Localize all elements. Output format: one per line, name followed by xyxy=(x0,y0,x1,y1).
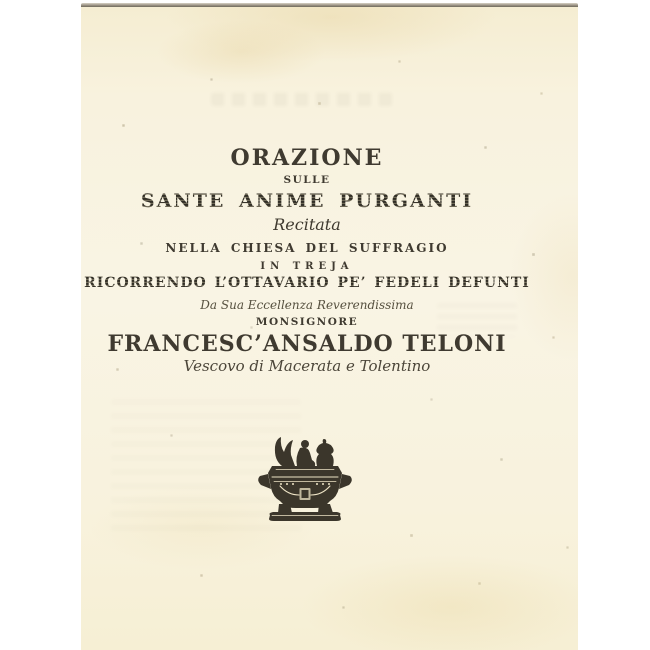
title-monsignore: MONSIGNORE xyxy=(255,316,359,328)
title-main: ORAZIONE xyxy=(230,145,384,171)
title-page-sheet xyxy=(81,7,578,650)
title-sulle: SULLE xyxy=(283,174,331,186)
title-subject: SANTE ANIME PURGANTI xyxy=(81,192,533,211)
title-place: IN TREJA xyxy=(260,261,354,272)
title-text-block xyxy=(81,7,533,650)
funerary-sarcophagus-engraving-icon xyxy=(255,435,355,525)
title-occasion: RICORRENDO L’OTTAVARIO PE’ FEDELI DEFUNTI xyxy=(81,276,533,290)
title-church: NELLA CHIESA DEL SUFFRAGIO xyxy=(165,241,449,255)
title-recitata: Recitata xyxy=(273,215,341,234)
title-honorific: Da Sua Eccellenza Reverendissima xyxy=(200,298,414,312)
title-author-role: Vescovo di Macerata e Tolentino xyxy=(183,357,431,375)
title-author-name: FRANCESC’ANSALDO TELONI xyxy=(107,331,507,357)
